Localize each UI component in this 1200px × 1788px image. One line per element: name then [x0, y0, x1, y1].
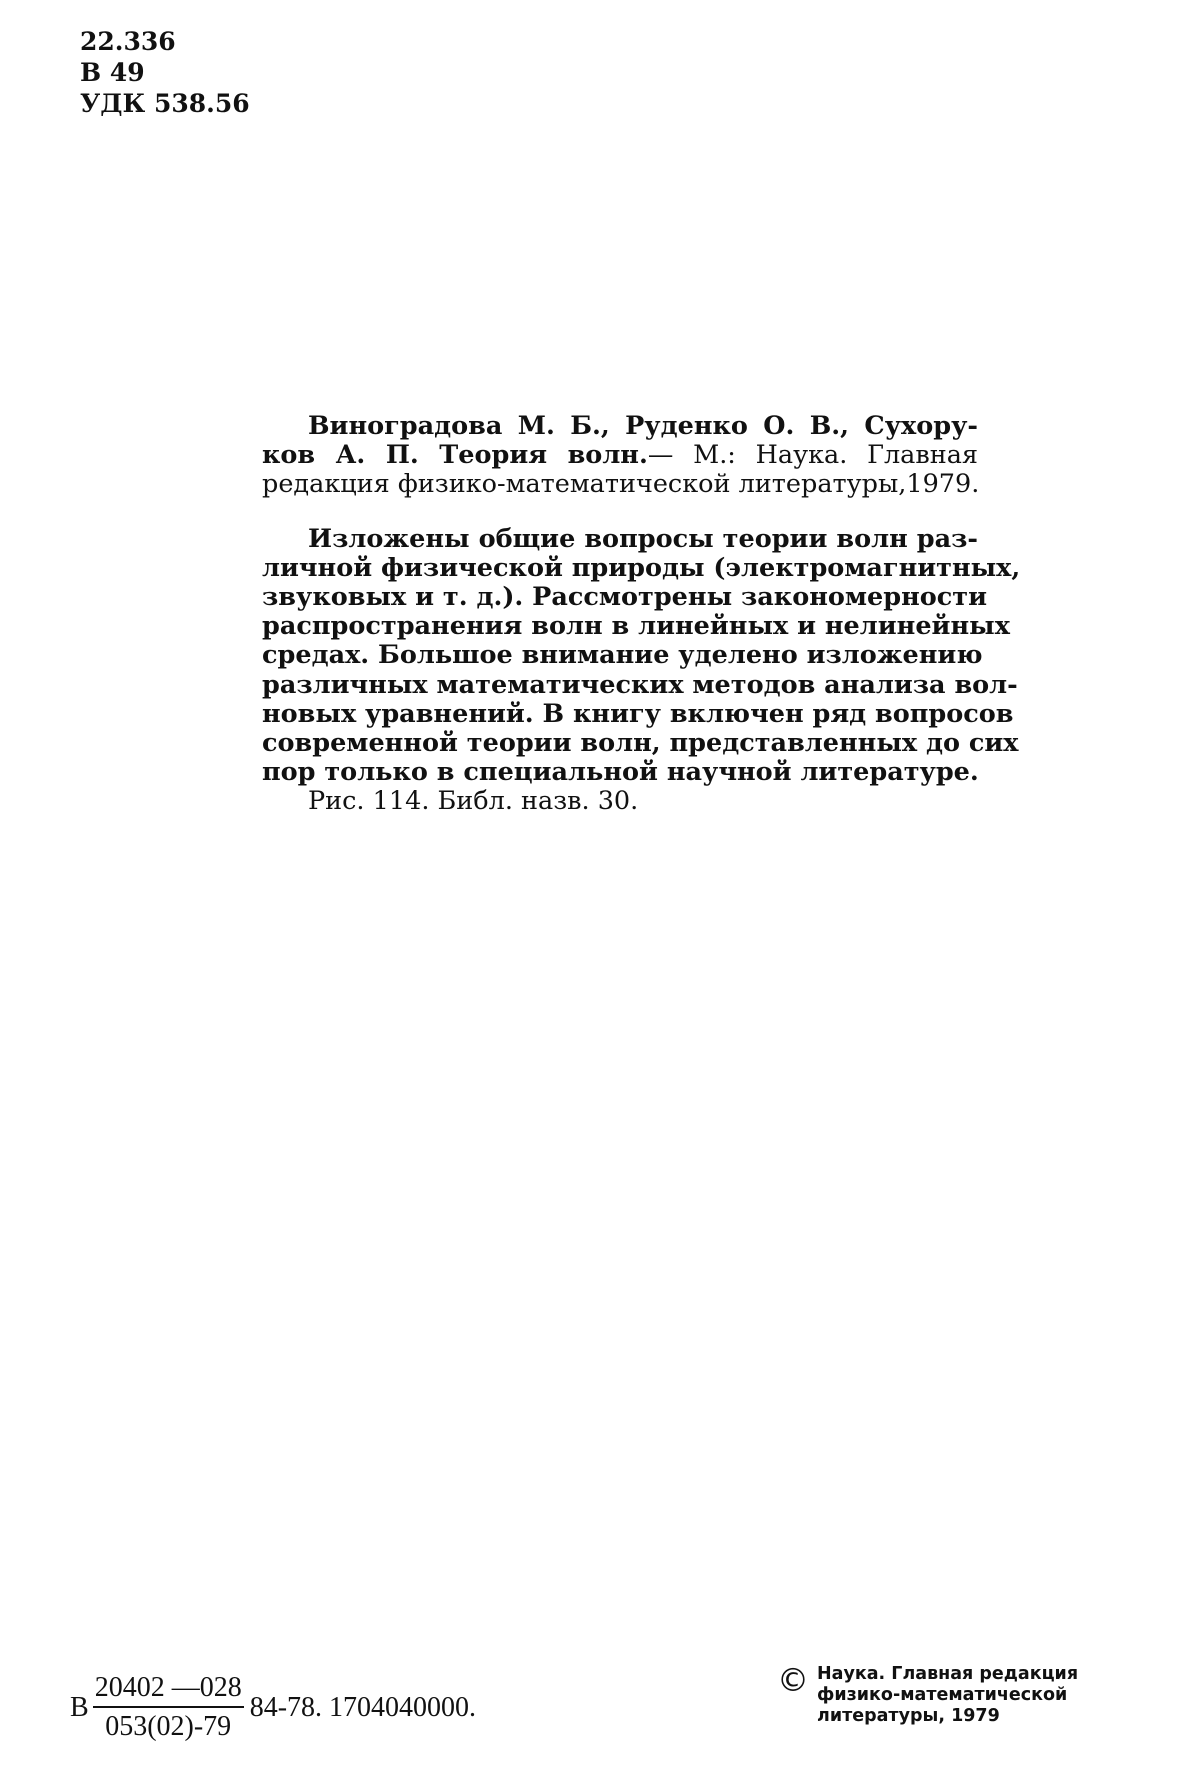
annotation-line: новых уравнений. В книгу включен ряд вопросов — [262, 698, 1014, 729]
index-denominator: 053(02)-79 — [105, 1711, 232, 1742]
publisher-line: физико-математической — [817, 1685, 1068, 1705]
copyright-icon: © — [777, 1661, 809, 1699]
annotation-line: различных математических методов анализа вол- — [262, 669, 1018, 700]
catalog-index — [70, 1672, 476, 1743]
annotation-line: современной теории волн, представленных до сих — [262, 728, 1019, 759]
publisher-info — [817, 1664, 1078, 1727]
abstract-block — [262, 411, 1021, 817]
annotation-line: распространения волн в линейных и нелинейных — [262, 611, 1010, 642]
citation-line: Виноградова М. Б., Руденко О. В., Сухору- — [308, 411, 978, 441]
citation — [262, 412, 978, 500]
bibliographic-stats: Рис. 114. Библ. назв. 30. — [308, 786, 639, 817]
annotation — [262, 523, 1021, 817]
udc-code: УДК 538.56 — [80, 89, 250, 118]
publisher-line: литературы, 1979 — [817, 1706, 1000, 1726]
copyright-notice — [777, 1661, 1157, 1727]
citation-line: редакция физико-математической литературы,1979. — [262, 469, 980, 500]
author-mark: В 49 — [80, 58, 145, 87]
annotation-line: звуковых и т. д.). Рассмотрены закономерности — [262, 582, 988, 613]
index-code: 84-78. 1704040000. — [249, 1691, 477, 1723]
index-numerator: 20402 —028 — [93, 1672, 244, 1708]
annotation-line: личной физической природы (электромагнитных, — [262, 552, 1021, 583]
bbk-code: 22.336 — [80, 27, 176, 56]
citation-line: ков А. П. Теория волн.— М.: Наука. Главная — [262, 440, 978, 471]
annotation-line: Изложены общие вопросы теории волн раз- — [308, 523, 978, 554]
annotation-line: пор только в специальной научной литературе. — [262, 757, 979, 788]
publisher-line: Наука. Главная редакция — [817, 1664, 1079, 1684]
index-fraction — [93, 1672, 244, 1743]
classification-codes — [80, 26, 250, 119]
annotation-line: средах. Большое внимание уделено изложению — [262, 640, 983, 671]
index-prefix: В — [70, 1691, 89, 1723]
